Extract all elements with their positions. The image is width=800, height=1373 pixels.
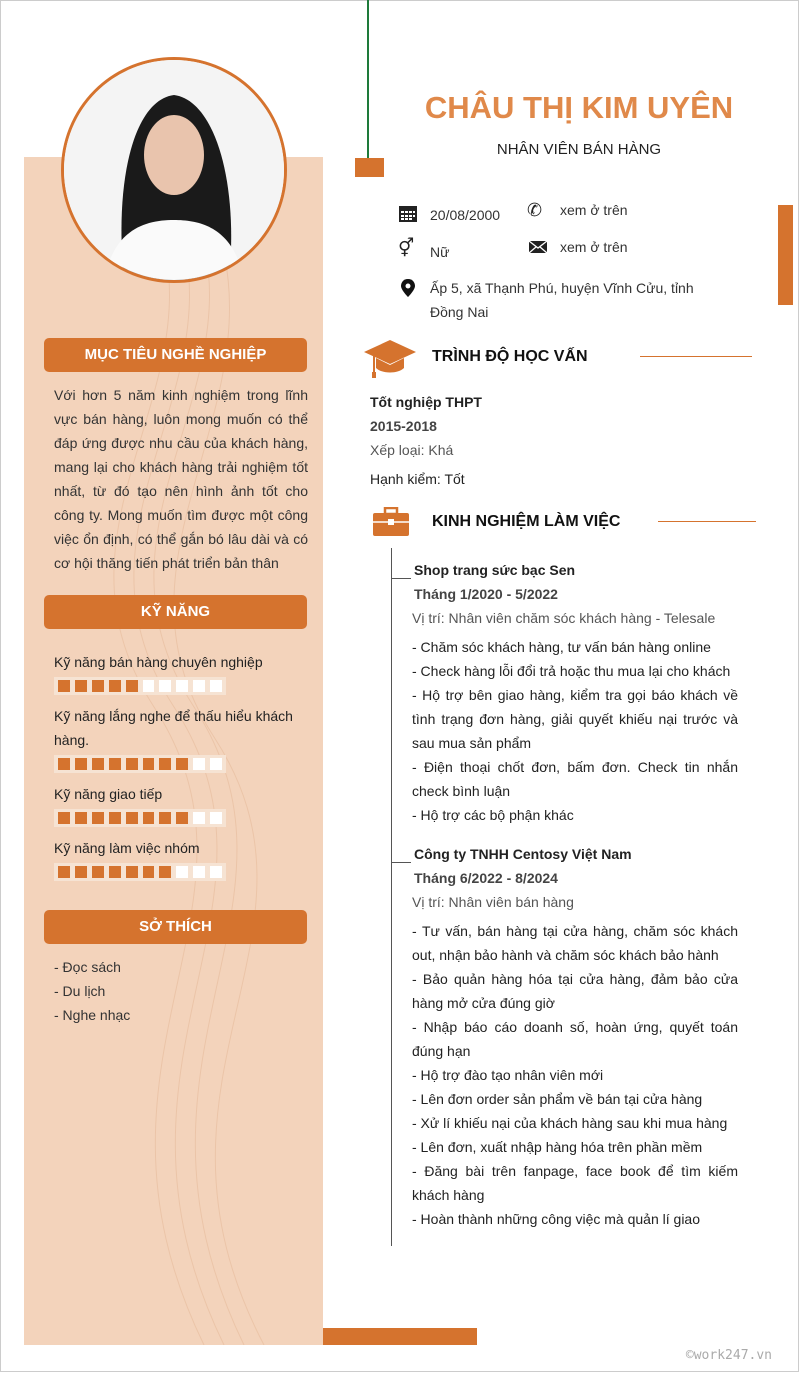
timeline-line	[391, 548, 392, 1246]
rating-square-filled	[109, 812, 121, 824]
job-position: Vị trí: Nhân viên chăm sóc khách hàng - Telesale	[412, 610, 716, 626]
job-duty: - Nhập báo cáo doanh số, hoàn ứng, quyết toán đúng hạn	[412, 1019, 738, 1059]
rating-square-filled	[159, 758, 171, 770]
rating-square-empty	[176, 680, 188, 692]
rating-square-empty	[193, 812, 205, 824]
rating-square-filled	[143, 812, 155, 824]
job-duty: - Hoàn thành những công việc mà quản lí giao	[412, 1211, 701, 1227]
job-duty: - Đăng bài trên fanpage, face book để tìm kiếm khách hàng	[412, 1163, 738, 1203]
rating-square-filled	[75, 680, 87, 692]
candidate-name: CHÂU THỊ KIM UYÊN	[424, 90, 734, 125]
hobby-item: - Du lịch	[54, 983, 106, 999]
skills-heading: KỸ NĂNG	[44, 595, 307, 629]
education-conduct: Hạnh kiểm: Tốt	[370, 471, 465, 487]
rating-square-filled	[126, 812, 138, 824]
rating-square-filled	[75, 866, 87, 878]
phone-icon: ✆	[527, 200, 543, 220]
rating-square-filled	[92, 680, 104, 692]
rating-square-filled	[58, 866, 70, 878]
calendar-icon	[398, 203, 418, 223]
decorative-bar	[778, 205, 793, 305]
rating-square-empty	[176, 866, 188, 878]
skill-rating-bar	[54, 755, 226, 773]
divider	[640, 356, 752, 357]
rating-square-filled	[92, 758, 104, 770]
job-duty: - Xử lí khiếu nại của khách hàng sau khi mua hàng	[412, 1115, 728, 1131]
rating-square-filled	[126, 866, 138, 878]
job-duty: - Hộ trợ đào tạo nhân viên mới	[412, 1067, 604, 1083]
decorative-line	[367, 0, 369, 160]
skill-rating-bar	[54, 809, 226, 827]
graduation-cap-icon	[362, 338, 418, 380]
education-rank: Xếp loại: Khá	[370, 442, 454, 458]
watermark: ©work247.vn	[685, 1348, 772, 1363]
rating-square-filled	[75, 758, 87, 770]
rating-square-empty	[159, 680, 171, 692]
objective-text: Với hơn 5 năm kinh nghiệm trong lĩnh vực bán hàng, luôn mong muốn có thể đáp ứng được nhu cầu của khách hàng, mang lại cho khách hàng trải nghiệm tốt nhất, từ đó tạo nên hình ảnh tốt cho công ty. Mong muốn tìm được một công việc ổn định, có thể gắn bó lâu dài và có cơ hội thăng tiến phát triển bản thân	[54, 387, 308, 571]
job-duty: - Hộ trợ bên giao hàng, kiểm tra gọi báo khách về tình trạng đơn hàng, giải quyết khiếu nại trước và sau mua sản phẩm	[412, 687, 738, 751]
address: Ấp 5, xã Thạnh Phú, huyện Vĩnh Cửu, tỉnh Đồng Nai	[430, 280, 694, 320]
job-duty: - Tư vấn, bán hàng tại cửa hàng, chăm sóc khách out, nhận bảo hành và chăm sóc khách bảo hành	[412, 923, 738, 963]
decorative-bottom-bar	[323, 1328, 477, 1345]
email-icon	[528, 237, 548, 257]
job-duty: - Điện thoại chốt đơn, bấm đơn. Check tin nhắn check bình luận	[412, 759, 738, 799]
timeline-tick	[391, 862, 411, 863]
rating-square-filled	[92, 866, 104, 878]
skill-rating-bar	[54, 863, 226, 881]
rating-square-filled	[176, 758, 188, 770]
objective-heading: MỤC TIÊU NGHỀ NGHIỆP	[44, 338, 307, 372]
rating-square-filled	[159, 866, 171, 878]
rating-square-empty	[210, 866, 222, 878]
hobbies-heading: SỞ THÍCH	[44, 910, 307, 944]
timeline-tick	[391, 578, 411, 579]
rating-square-filled	[126, 680, 138, 692]
job-duty: - Chăm sóc khách hàng, tư vấn bán hàng online	[412, 639, 711, 655]
rating-square-filled	[126, 758, 138, 770]
skill-name: Kỹ năng lắng nghe để thấu hiểu khách hàng.	[54, 708, 293, 748]
job-duty: - Lên đơn, xuất nhập hàng hóa trên phần mềm	[412, 1139, 703, 1155]
skill-name: Kỹ năng bán hàng chuyên nghiệp	[54, 654, 263, 670]
rating-square-filled	[109, 866, 121, 878]
job-company: Công ty TNHH Centosy Việt Nam	[414, 846, 632, 862]
rating-square-filled	[176, 812, 188, 824]
experience-heading: KINH NGHIỆM LÀM VIỆC	[432, 513, 621, 530]
divider	[658, 521, 756, 522]
job-period: Tháng 6/2022 - 8/2024	[414, 870, 558, 886]
location-pin-icon	[398, 278, 418, 298]
rating-square-filled	[143, 758, 155, 770]
rating-square-filled	[58, 680, 70, 692]
rating-square-filled	[109, 758, 121, 770]
rating-square-empty	[210, 812, 222, 824]
education-heading: TRÌNH ĐỘ HỌC VẤN	[432, 348, 588, 365]
skill-rating-bar	[54, 677, 226, 695]
rating-square-empty	[193, 680, 205, 692]
rating-square-empty	[210, 758, 222, 770]
job-duty: - Check hàng lỗi đổi trả hoặc thu mua lại cho khách	[412, 663, 731, 679]
decorative-square	[355, 158, 384, 177]
skill-name: Kỹ năng làm việc nhóm	[54, 840, 200, 856]
job-duty: - Lên đơn order sản phẩm về bán tại cửa hàng	[412, 1091, 703, 1107]
gender: Nữ	[430, 244, 450, 260]
briefcase-icon	[372, 507, 410, 537]
gender-icon: ⚥	[398, 238, 415, 258]
job-period: Tháng 1/2020 - 5/2022	[414, 586, 558, 602]
email: xem ở trên	[560, 239, 628, 255]
job-company: Shop trang sức bạc Sen	[414, 562, 576, 578]
hobby-item: - Đọc sách	[54, 959, 121, 975]
rating-square-filled	[143, 866, 155, 878]
job-title: NHÂN VIÊN BÁN HÀNG	[496, 141, 662, 158]
profile-photo	[61, 57, 287, 283]
rating-square-empty	[143, 680, 155, 692]
rating-square-filled	[58, 812, 70, 824]
rating-square-filled	[159, 812, 171, 824]
education-years: 2015-2018	[370, 418, 437, 434]
rating-square-empty	[210, 680, 222, 692]
hobby-item: - Nghe nhạc	[54, 1007, 131, 1023]
rating-square-filled	[109, 680, 121, 692]
rating-square-empty	[193, 866, 205, 878]
birthday: 20/08/2000	[430, 207, 501, 223]
rating-square-filled	[92, 812, 104, 824]
rating-square-filled	[75, 812, 87, 824]
phone: xem ở trên	[560, 202, 628, 218]
rating-square-empty	[193, 758, 205, 770]
rating-square-filled	[58, 758, 70, 770]
job-duty: - Bảo quản hàng hóa tại cửa hàng, đảm bảo cửa hàng mở cửa đúng giờ	[412, 971, 738, 1011]
job-duty: - Hộ trợ các bộ phận khác	[412, 807, 574, 823]
job-position: Vị trí: Nhân viên bán hàng	[412, 894, 574, 910]
education-degree: Tốt nghiệp THPT	[370, 394, 482, 410]
skill-name: Kỹ năng giao tiếp	[54, 786, 163, 802]
